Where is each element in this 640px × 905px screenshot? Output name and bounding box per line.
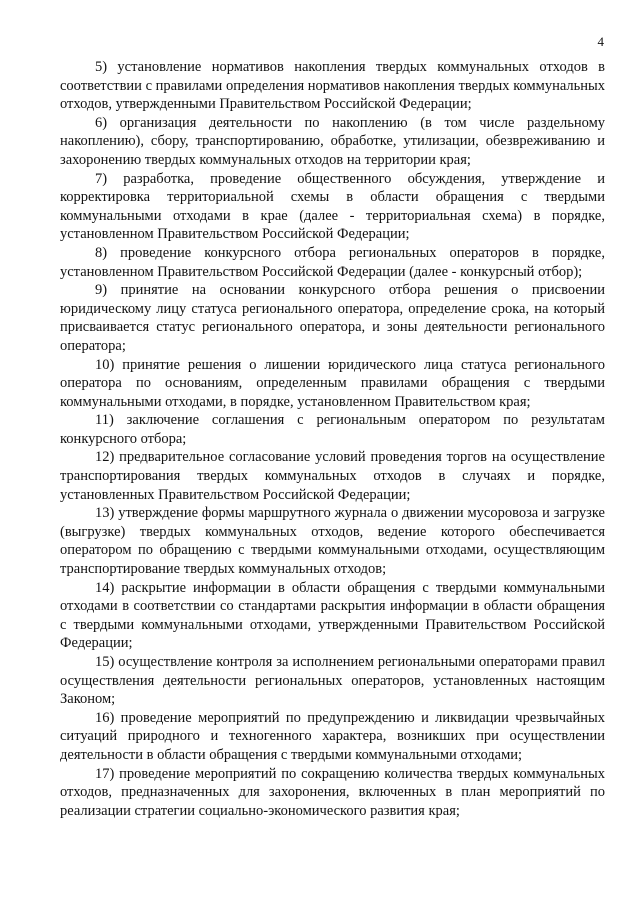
list-item-15: 15) осуществление контроля за исполнением региональными операторами правил осуществления деятельности региональных операторов, установленных настоящим Законом; xyxy=(60,654,605,708)
list-item-17: 17) проведение мероприятий по сокращению количества твердых коммунальных отходов, предназначенных для захоронения, включенных в план мероприятий по реализации стратегии социально-экономического развития края; xyxy=(60,765,605,819)
document-body xyxy=(60,58,605,820)
list-item-10: 10) принятие решения о лишении юридического лица статуса регионального оператора по основаниям, определенным правилами обращения с твердыми коммунальными отходами, в порядке, установленном Правительством края; xyxy=(60,356,605,410)
list-item-8: 8) проведение конкурсного отбора региональных операторов в порядке, установленном Правительством Российской Федерации (далее - конкурсный отбор); xyxy=(60,244,605,280)
list-item-13: 13) утверждение формы маршрутного журнала о движении мусоровоза и загрузке (выгрузке) твердых коммунальных отходов, ведение которого обеспечивается оператором по обращению с твердыми коммунальными отходами, осуществляющим транспортирование твердых коммунальных отходов; xyxy=(60,505,605,578)
list-item-12: 12) предварительное согласование условий проведения торгов на осуществление транспортирования твердых коммунальных отходов в случаях и порядке, установленных Правительством Российской Федерации; xyxy=(60,449,605,503)
list-item-5: 5) установление нормативов накопления твердых коммунальных отходов в соответствии с правилами определения нормативов накопления твердых коммунальных отходов, утвержденными Правительством Российской Федерации; xyxy=(60,59,605,113)
list-item-11: 11) заключение соглашения с региональным оператором по результатам конкурсного отбора; xyxy=(60,412,605,447)
page-number: 4 xyxy=(597,34,604,49)
list-item-6: 6) организация деятельности по накоплению (в том числе раздельному накоплению), сбору, транспортированию, обработке, утилизации, обезвреживанию и захоронению твердых коммунальных отходов на территории края; xyxy=(60,114,605,168)
list-item-16: 16) проведение мероприятий по предупреждению и ликвидации чрезвычайных ситуаций природного и техногенного характера, возникших при осуществлении деятельности в области обращения с твердыми коммунальными отходами; xyxy=(60,709,605,763)
list-item-7: 7) разработка, проведение общественного обсуждения, утверждение и корректировка территориальной схемы в области обращения с твердыми коммунальными отходами в крае (далее - территориальная схема) в порядке, установленном Правительством Российской Федерации; xyxy=(60,170,605,243)
list-item-14: 14) раскрытие информации в области обращения с твердыми коммунальными отходами в соответствии со стандартами раскрытия информации в области обращения с твердыми коммунальными отходами, утвержденными Правительством Российской Федерации; xyxy=(60,579,605,652)
list-item-9: 9) принятие на основании конкурсного отбора решения о присвоении юридическому лицу статуса регионального оператора, определение срока, на который присваивается статус регионального оператора, и зоны деятельности регионального оператора; xyxy=(60,282,605,354)
